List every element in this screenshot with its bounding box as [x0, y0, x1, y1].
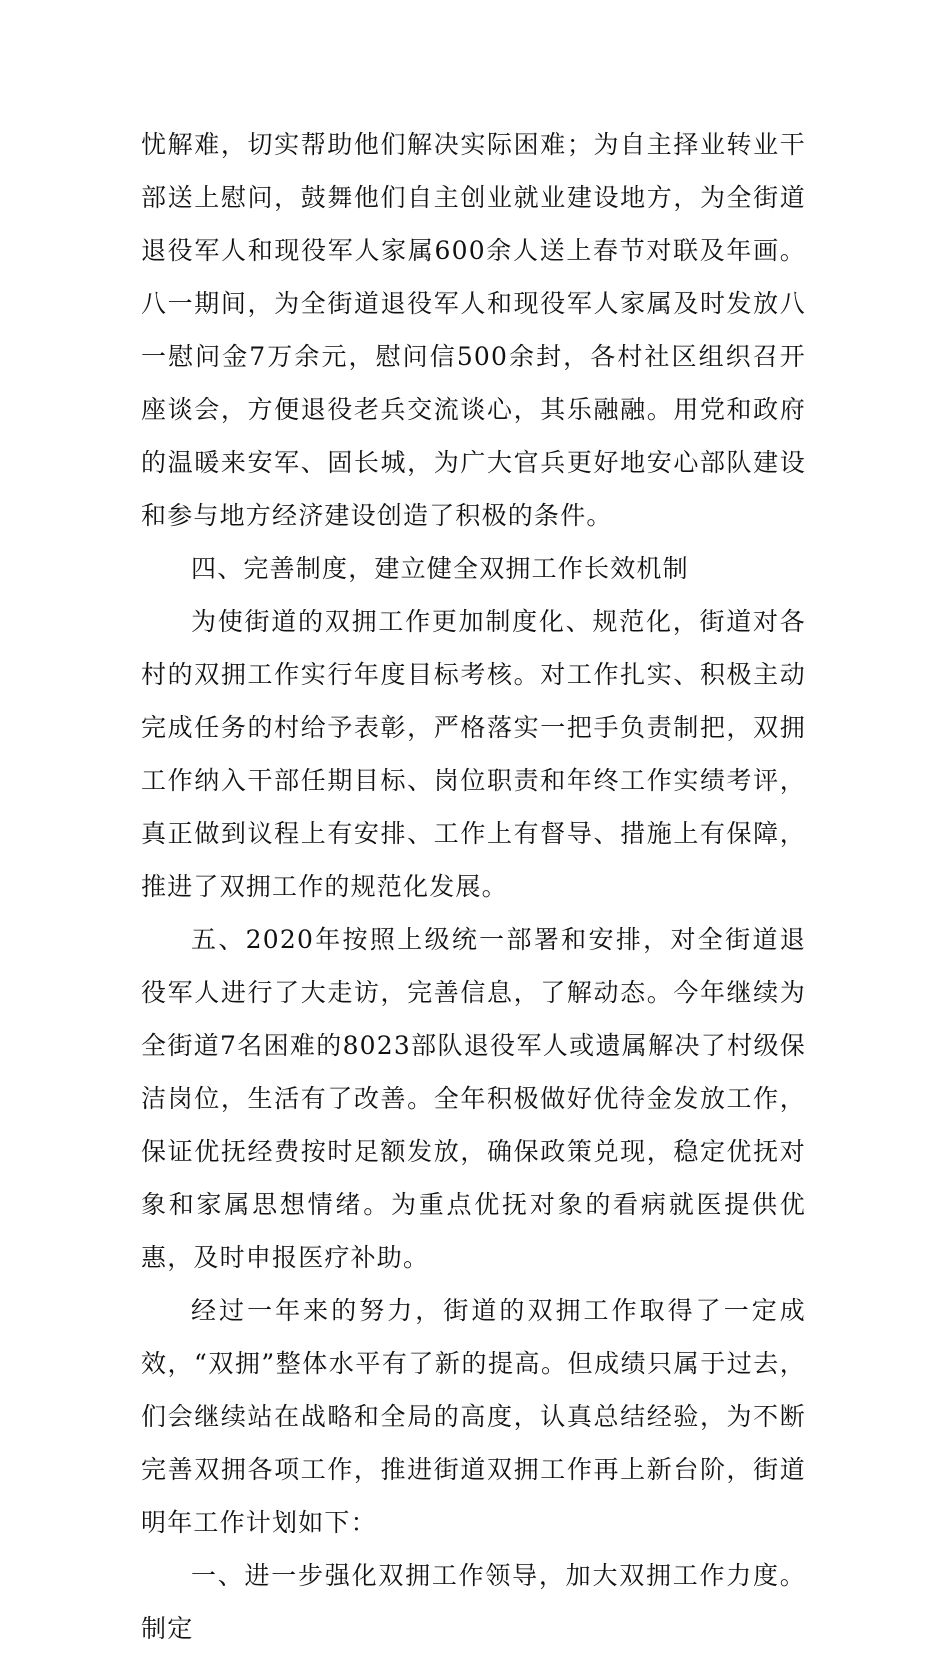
plan-item-one: 一、进一步强化双拥工作领导，加大双拥工作力度。制定 — [141, 1561, 806, 1643]
section-heading-four: 四、完善制度，建立健全双拥工作长效机制 — [191, 554, 689, 583]
document-body — [141, 118, 806, 1655]
paragraph-summary: 经过一年来的努力，街道的双拥工作取得了一定成效，“双拥”整体水平有了新的提高。但成绩只属于过去，们会继续站在战略和全局的高度，认真总结经验，为不断完善双拥各项工作，推进街道双拥工作再上新台阶，街道明年工作计划如下： — [141, 1296, 806, 1537]
paragraph-continuation: 忧解难，切实帮助他们解决实际困难；为自主择业转业干部送上慰问，鼓舞他们自主创业就业建设地方，为全街道退役军人和现役军人家属600余人送上春节对联及年画。八一期间，为全街道退役军人和现役军人家属及时发放八一慰问金7万余元，慰问信500余封，各村社区组织召开座谈会，方便退役老兵交流谈心，其乐融融。用党和政府的温暖来安军、固长城，为广大官兵更好地安心部队建设和参与地方经济建设创造了积极的条件。 — [141, 130, 806, 530]
paragraph-system: 为使街道的双拥工作更加制度化、规范化，街道对各村的双拥工作实行年度目标考核。对工作扎实、积极主动完成任务的村给予表彰，严格落实一把手负责制把，双拥工作纳入干部任期目标、岗位职责和年终工作实绩考评，真正做到议程上有安排、工作上有督导、措施上有保障，推进了双拥工作的规范化发展。 — [141, 607, 806, 901]
section-five-paragraph: 五、2020年按照上级统一部署和安排，对全街道退役军人进行了大走访，完善信息，了解动态。今年继续为全街道7名困难的8023部队退役军人或遗属解决了村级保洁岗位，生活有了改善。全年积极做好优待金发放工作，保证优抚经费按时足额发放，确保政策兑现，稳定优抚对象和家属思想情绪。为重点优抚对象的看病就医提供优惠，及时申报医疗补助。 — [141, 925, 806, 1272]
